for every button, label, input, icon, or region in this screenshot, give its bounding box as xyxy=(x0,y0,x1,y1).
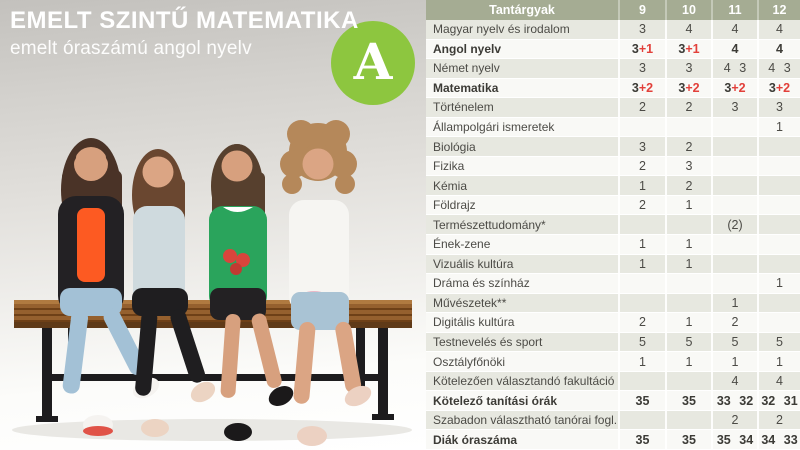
hours-value: 1 xyxy=(757,118,800,137)
table-row xyxy=(426,333,800,353)
hours-value: 4 3 xyxy=(711,59,757,78)
table-row xyxy=(426,59,800,79)
table-row xyxy=(426,157,800,177)
hours-value: 1 xyxy=(618,176,665,195)
table-row xyxy=(426,352,800,372)
hours-value: 35 xyxy=(665,391,711,410)
table-row xyxy=(426,294,800,314)
hours-value xyxy=(757,157,800,176)
hours-value: 4 xyxy=(711,40,757,59)
table-row xyxy=(426,79,800,99)
subject-label: Biológia xyxy=(433,139,476,154)
table-row xyxy=(426,118,800,138)
hours-value: 35 xyxy=(665,430,711,449)
hours-value: 32 31 xyxy=(757,391,800,410)
subject-label: Dráma és színház xyxy=(433,276,530,291)
hours-value: 34 33 xyxy=(757,430,800,449)
hours-value xyxy=(711,137,757,156)
hours-value xyxy=(711,118,757,137)
hours-value: 2 xyxy=(665,137,711,156)
hours-value: 3 xyxy=(618,137,665,156)
hours-value xyxy=(665,411,711,430)
hours-value xyxy=(711,235,757,254)
hours-value: 2 xyxy=(757,411,800,430)
hours-value: 1 xyxy=(665,196,711,215)
hours-value xyxy=(757,137,800,156)
hours-value xyxy=(618,372,665,391)
hours-value xyxy=(757,294,800,313)
hours-value: 3 +1 xyxy=(618,40,665,59)
hours-value: 2 xyxy=(618,157,665,176)
hours-value: 33 32 xyxy=(711,391,757,410)
hours-value: 4 3 xyxy=(757,59,800,78)
hours-value: 35 xyxy=(618,430,665,449)
hours-value: 1 xyxy=(665,352,711,371)
hours-value: 1 xyxy=(618,235,665,254)
hours-value: 3 xyxy=(618,59,665,78)
hours-value xyxy=(711,274,757,293)
subject-label: Magyar nyelv és irodalom xyxy=(433,22,570,37)
page-title: EMELT SZINTŰ MATEMATIKA xyxy=(10,7,359,34)
hours-value: 3 xyxy=(665,59,711,78)
hours-value: 3 +2 xyxy=(618,79,665,98)
hours-value xyxy=(665,118,711,137)
hours-value xyxy=(757,313,800,332)
hours-value: 5 xyxy=(618,333,665,352)
hours-value: 4 xyxy=(757,372,800,391)
table-row xyxy=(426,196,800,216)
hero-text xyxy=(10,6,359,60)
table-header-row xyxy=(426,0,800,20)
subject-label: Fizika xyxy=(433,159,465,174)
hours-value xyxy=(757,255,800,274)
hours-value xyxy=(757,215,800,234)
table-row xyxy=(426,313,800,333)
hours-value: 5 xyxy=(711,333,757,352)
hours-value: 2 xyxy=(711,313,757,332)
table-row xyxy=(426,215,800,235)
table-row xyxy=(426,235,800,255)
table-row xyxy=(426,411,800,431)
hours-value: 5 xyxy=(757,333,800,352)
subject-label: Szabadon választható tanórai fogl. xyxy=(433,413,618,428)
table-row xyxy=(426,98,800,118)
hours-value xyxy=(757,196,800,215)
hours-value: 3 xyxy=(757,98,800,117)
hours-value xyxy=(711,157,757,176)
hours-value xyxy=(711,176,757,195)
hours-value: 1 xyxy=(618,352,665,371)
table-row xyxy=(426,176,800,196)
hours-value xyxy=(618,215,665,234)
subject-label: Osztályfőnöki xyxy=(433,354,506,369)
header-subjects: Tantárgyak xyxy=(489,3,555,17)
subject-label: Testnevelés és sport xyxy=(433,335,543,350)
subject-label: Ének-zene xyxy=(433,237,491,252)
subject-label: Földrajz xyxy=(433,198,476,213)
hours-value xyxy=(665,372,711,391)
hours-value: 1 xyxy=(711,294,757,313)
hours-value: 3 xyxy=(618,20,665,39)
table-row xyxy=(426,137,800,157)
subject-label: Természettudomány* xyxy=(433,217,546,232)
hours-value: 1 xyxy=(665,235,711,254)
subject-label: Művészetek** xyxy=(433,295,507,310)
hours-value xyxy=(711,196,757,215)
hours-value: 4 xyxy=(711,372,757,391)
hours-value: 4 xyxy=(757,40,800,59)
hours-value: 3 +1 xyxy=(665,40,711,59)
hours-value xyxy=(711,255,757,274)
hours-value: 2 xyxy=(618,196,665,215)
hours-value xyxy=(665,274,711,293)
hours-value: 1 xyxy=(618,255,665,274)
hours-value xyxy=(665,294,711,313)
hours-value: 1 xyxy=(757,352,800,371)
hours-value: 35 34 xyxy=(711,430,757,449)
hours-value xyxy=(618,411,665,430)
subject-label: Diák óraszáma xyxy=(433,432,518,447)
table-row xyxy=(426,40,800,60)
hours-value: 2 xyxy=(665,98,711,117)
table-row xyxy=(426,255,800,275)
table-body xyxy=(426,20,800,450)
hours-value xyxy=(618,118,665,137)
hours-value xyxy=(757,176,800,195)
hours-value: 5 xyxy=(665,333,711,352)
hours-value: 2 xyxy=(618,313,665,332)
subject-label: Angol nyelv xyxy=(433,41,502,56)
header-grade-11: 11 xyxy=(711,0,757,20)
table-row xyxy=(426,391,800,411)
hours-value xyxy=(665,215,711,234)
hours-value: 3 xyxy=(665,157,711,176)
subject-label: Vizuális kultúra xyxy=(433,256,514,271)
hours-value xyxy=(757,235,800,254)
table-row xyxy=(426,372,800,392)
subject-label: Kémia xyxy=(433,178,468,193)
subject-label: Digitális kultúra xyxy=(433,315,515,330)
hours-value: 2 xyxy=(711,411,757,430)
hours-value xyxy=(618,294,665,313)
hours-value: 4 xyxy=(711,20,757,39)
subject-label: Kötelezően választandó fakultáció xyxy=(433,374,615,389)
page-subtitle: emelt óraszámú angol nyelv xyxy=(10,38,252,59)
subject-label: Német nyelv xyxy=(433,61,500,76)
hours-value: 1 xyxy=(665,313,711,332)
hours-value xyxy=(618,274,665,293)
table-row xyxy=(426,20,800,40)
table-row xyxy=(426,430,800,450)
curriculum-table xyxy=(426,0,800,450)
hours-value: 35 xyxy=(618,391,665,410)
hours-value: 2 xyxy=(618,98,665,117)
girl-4 xyxy=(280,120,375,446)
hours-value: 1 xyxy=(665,255,711,274)
hours-value: 3 xyxy=(711,98,757,117)
hours-value: 1 xyxy=(757,274,800,293)
subject-label: Állampolgári ismeretek xyxy=(433,120,555,134)
girl-2 xyxy=(132,149,219,437)
class-badge-letter: A xyxy=(353,31,393,91)
hours-value: 3 +2 xyxy=(711,79,757,98)
hours-value: 3 +2 xyxy=(757,79,800,98)
hours-value: (2) xyxy=(711,215,757,234)
table-row xyxy=(426,274,800,294)
subject-label: Kötelező tanítási órák xyxy=(433,393,558,408)
subject-label: Matematika xyxy=(433,80,499,95)
hours-value: 4 xyxy=(665,20,711,39)
hours-value: 2 xyxy=(665,176,711,195)
header-grade-10: 10 xyxy=(665,0,711,20)
hours-value: 1 xyxy=(711,352,757,371)
subject-label: Történelem xyxy=(433,100,494,115)
header-grade-9: 9 xyxy=(618,0,665,20)
hours-value: 4 xyxy=(757,20,800,39)
header-grade-12: 12 xyxy=(757,0,800,20)
hours-value: 3 +2 xyxy=(665,79,711,98)
